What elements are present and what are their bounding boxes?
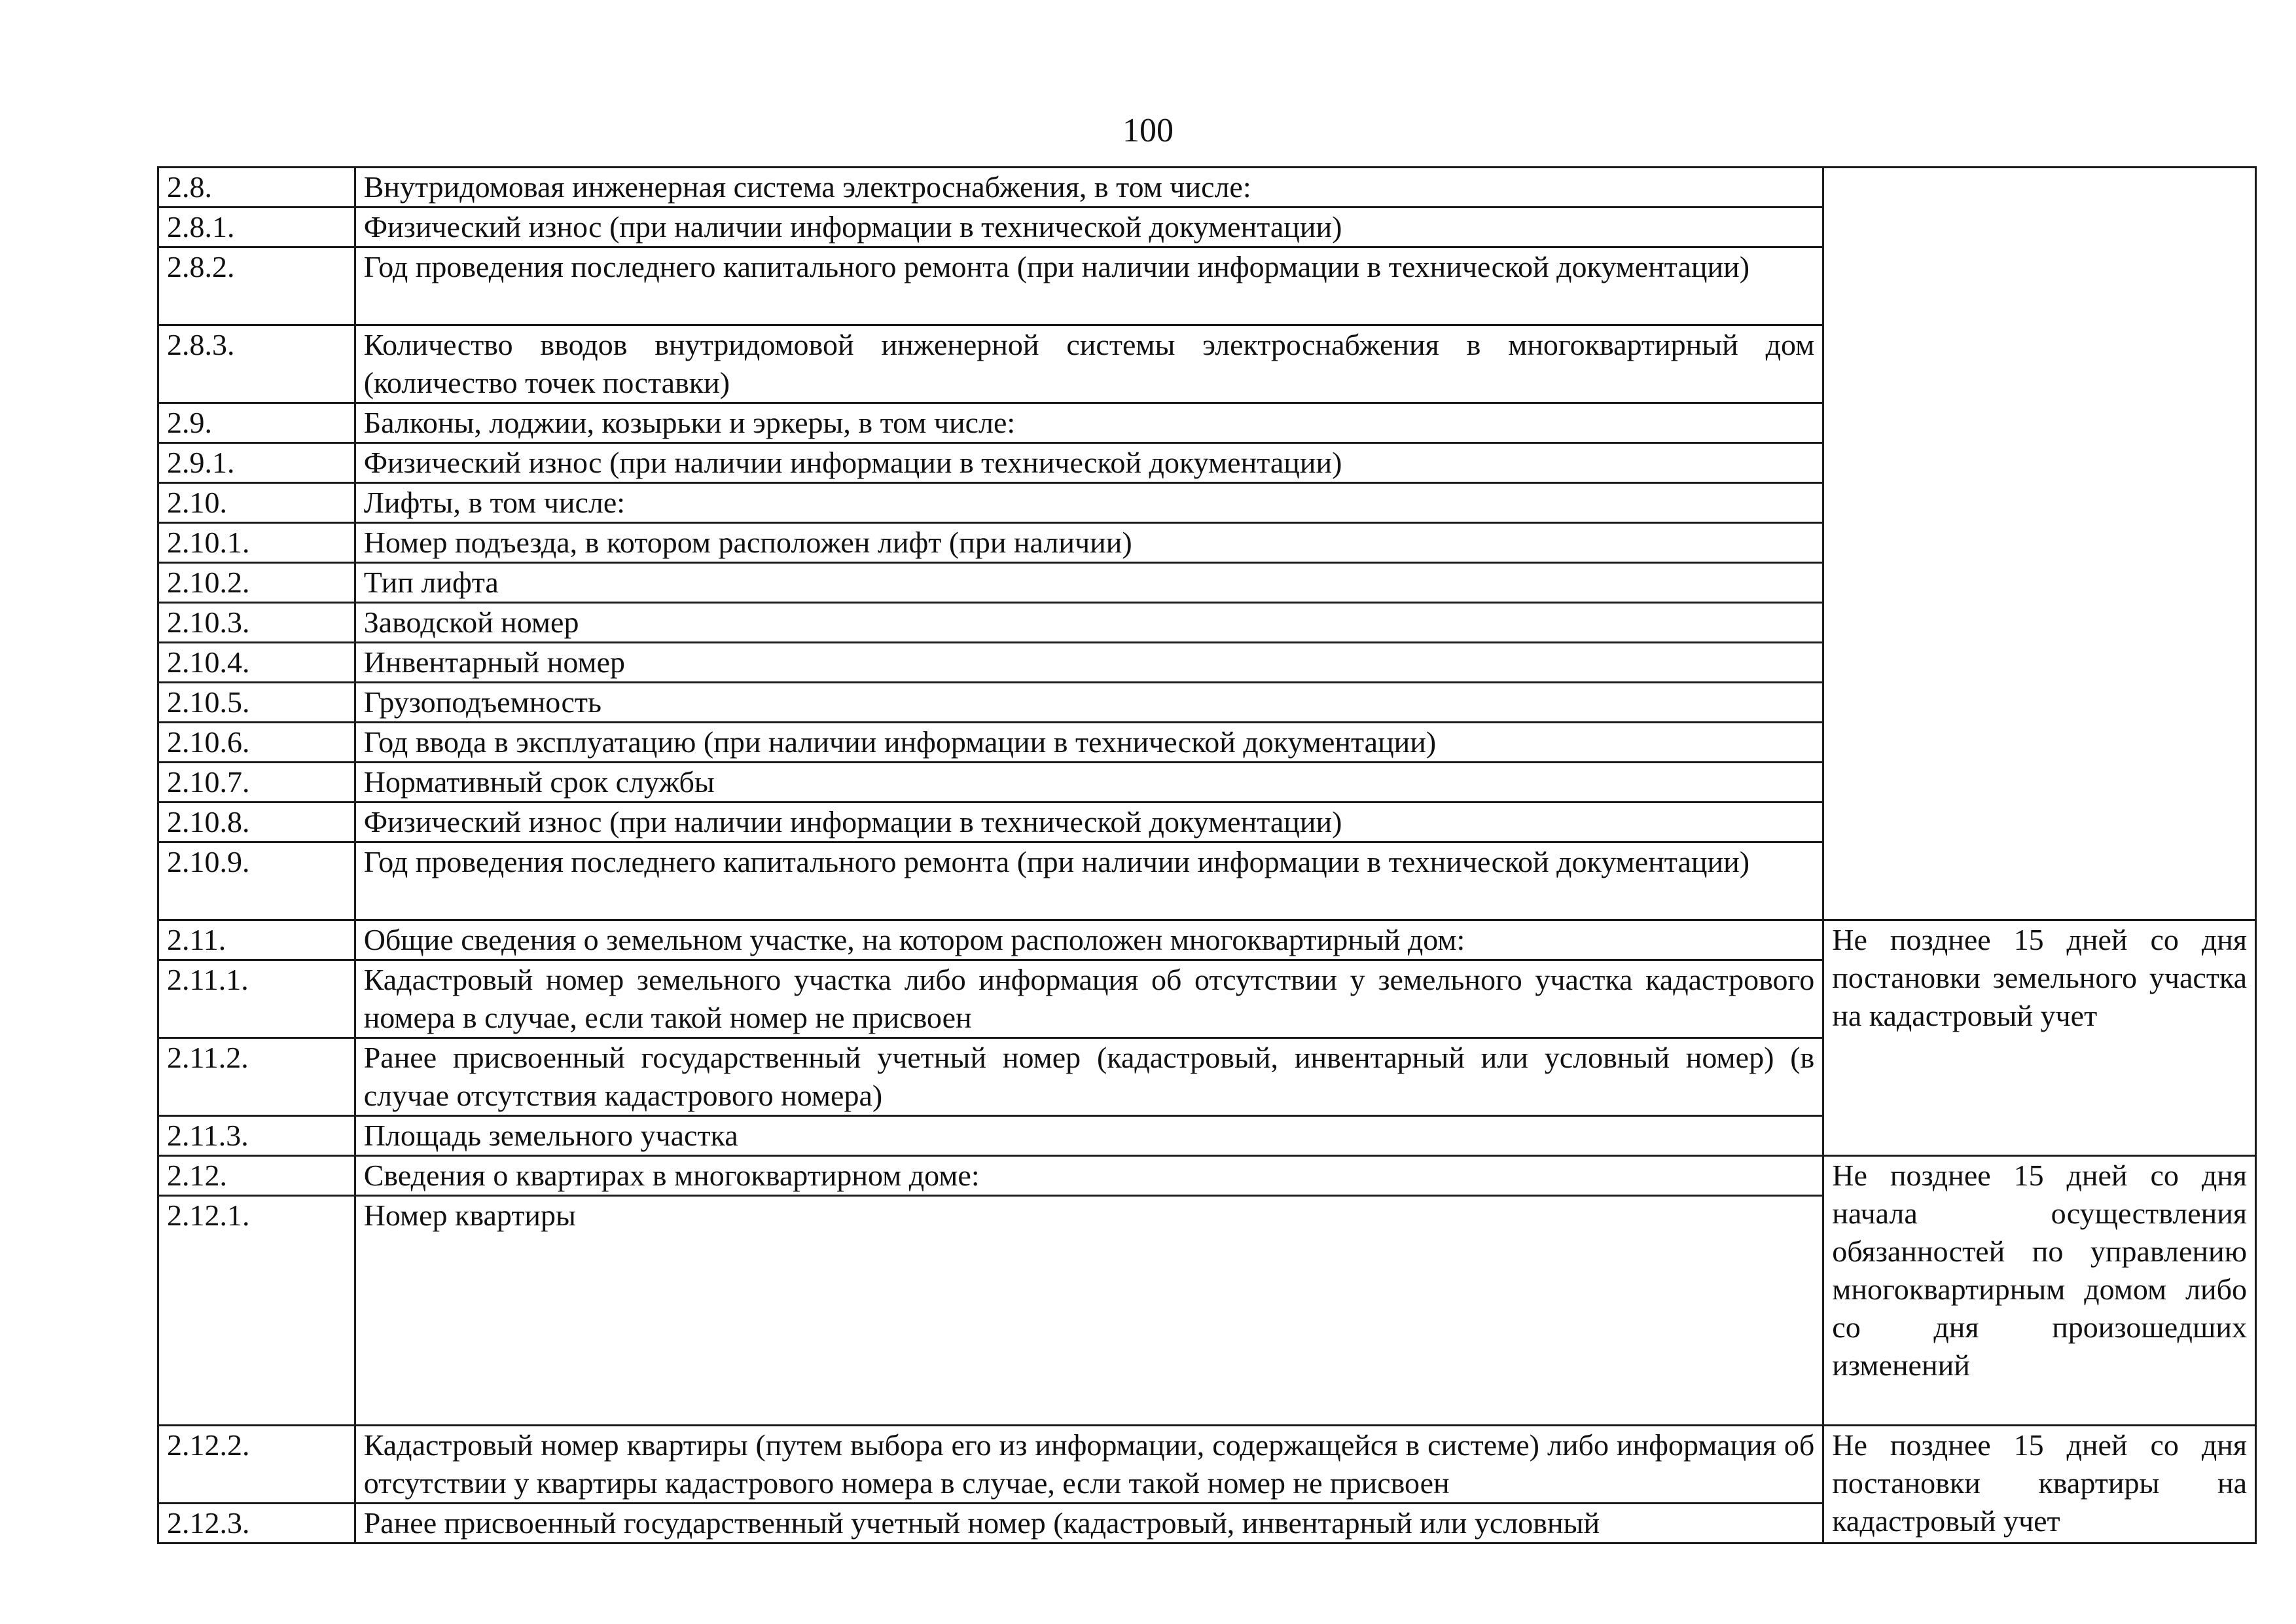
row-description: Год ввода в эксплуатацию (при наличии информации в технической документации) [355,723,1823,763]
row-description: Внутридомовая инженерная система электроснабжения, в том числе: [355,168,1823,208]
term-cell-apartment-cadastre: Не позднее 15 дней со дня постановки квартиры на кадастровый учет [1823,1426,2256,1543]
row-description: Год проведения последнего капитального ремонта (при наличии информации в технической документации) [355,842,1823,920]
row-number: 2.10.6. [158,723,355,763]
row-number: 2.12.3. [158,1504,355,1543]
row-number: 2.10.9. [158,842,355,920]
row-number: 2.10.8. [158,803,355,842]
row-description: Лифты, в том числе: [355,483,1823,523]
row-description: Кадастровый номер квартиры (путем выбора его из информации, содержащейся в системе) либо информация об отсутствии у квартиры кадастрового номера в случае, если такой номер не присвоен [355,1426,1823,1504]
table-row [158,1156,2256,1196]
table-row [158,1426,2256,1504]
row-number: 2.11.1. [158,960,355,1038]
row-description: Год проведения последнего капитального ремонта (при наличии информации в технической документации) [355,247,1823,325]
row-description: Площадь земельного участка [355,1116,1823,1156]
term-cell-land: Не позднее 15 дней со дня постановки земельного участка на кадастровый учет [1823,920,2256,1156]
row-number: 2.8. [158,168,355,208]
row-description: Физический износ (при наличии информации в технической документации) [355,803,1823,842]
row-description: Физический износ (при наличии информации в технической документации) [355,443,1823,483]
row-number: 2.10.2. [158,563,355,603]
table-row [158,168,2256,208]
table-row [158,920,2256,960]
row-description: Инвентарный номер [355,643,1823,683]
row-description: Кадастровый номер земельного участка либо информация об отсутствии у земельного участка кадастрового номера в случае, если такой номер не присвоен [355,960,1823,1038]
term-cell-apartments: Не позднее 15 дней со дня начала осуществления обязанностей по управлению многоквартирным домом либо со дня произошедших изменений [1823,1156,2256,1426]
row-description: Общие сведения о земельном участке, на котором расположен многоквартирный дом: [355,920,1823,960]
row-number: 2.10.1. [158,523,355,563]
row-number: 2.10.4. [158,643,355,683]
row-description: Балконы, лоджии, козырьки и эркеры, в том числе: [355,403,1823,443]
row-description: Ранее присвоенный государственный учетный номер (кадастровый, инвентарный или условный [355,1504,1823,1543]
row-number: 2.10.3. [158,603,355,643]
row-number: 2.10.5. [158,683,355,723]
requirements-table [157,166,2257,1544]
row-number: 2.12.2. [158,1426,355,1504]
row-number: 2.10. [158,483,355,523]
row-description: Ранее присвоенный государственный учетный номер (кадастровый, инвентарный или условный номер) (в случае отсутствия кадастрового номера) [355,1038,1823,1116]
row-number: 2.9. [158,403,355,443]
row-description: Сведения о квартирах в многоквартирном доме: [355,1156,1823,1196]
row-number: 2.12. [158,1156,355,1196]
row-number: 2.8.2. [158,247,355,325]
row-number: 2.10.7. [158,763,355,803]
term-cell-empty [1823,168,2256,920]
row-description: Грузоподъемность [355,683,1823,723]
row-description: Нормативный срок службы [355,763,1823,803]
row-description: Заводской номер [355,603,1823,643]
row-number: 2.8.1. [158,208,355,247]
page-number: 100 [1122,112,1174,149]
row-description: Номер подъезда, в котором расположен лифт (при наличии) [355,523,1823,563]
row-description: Тип лифта [355,563,1823,603]
row-number: 2.11.3. [158,1116,355,1156]
row-number: 2.9.1. [158,443,355,483]
row-description: Физический износ (при наличии информации в технической документации) [355,208,1823,247]
row-number: 2.12.1. [158,1196,355,1426]
row-number: 2.11. [158,920,355,960]
row-number: 2.11.2. [158,1038,355,1116]
row-number: 2.8.3. [158,325,355,403]
row-description: Номер квартиры [355,1196,1823,1426]
row-description: Количество вводов внутридомовой инженерной системы электроснабжения в многоквартирный дом (количество точек поставки) [355,325,1823,403]
